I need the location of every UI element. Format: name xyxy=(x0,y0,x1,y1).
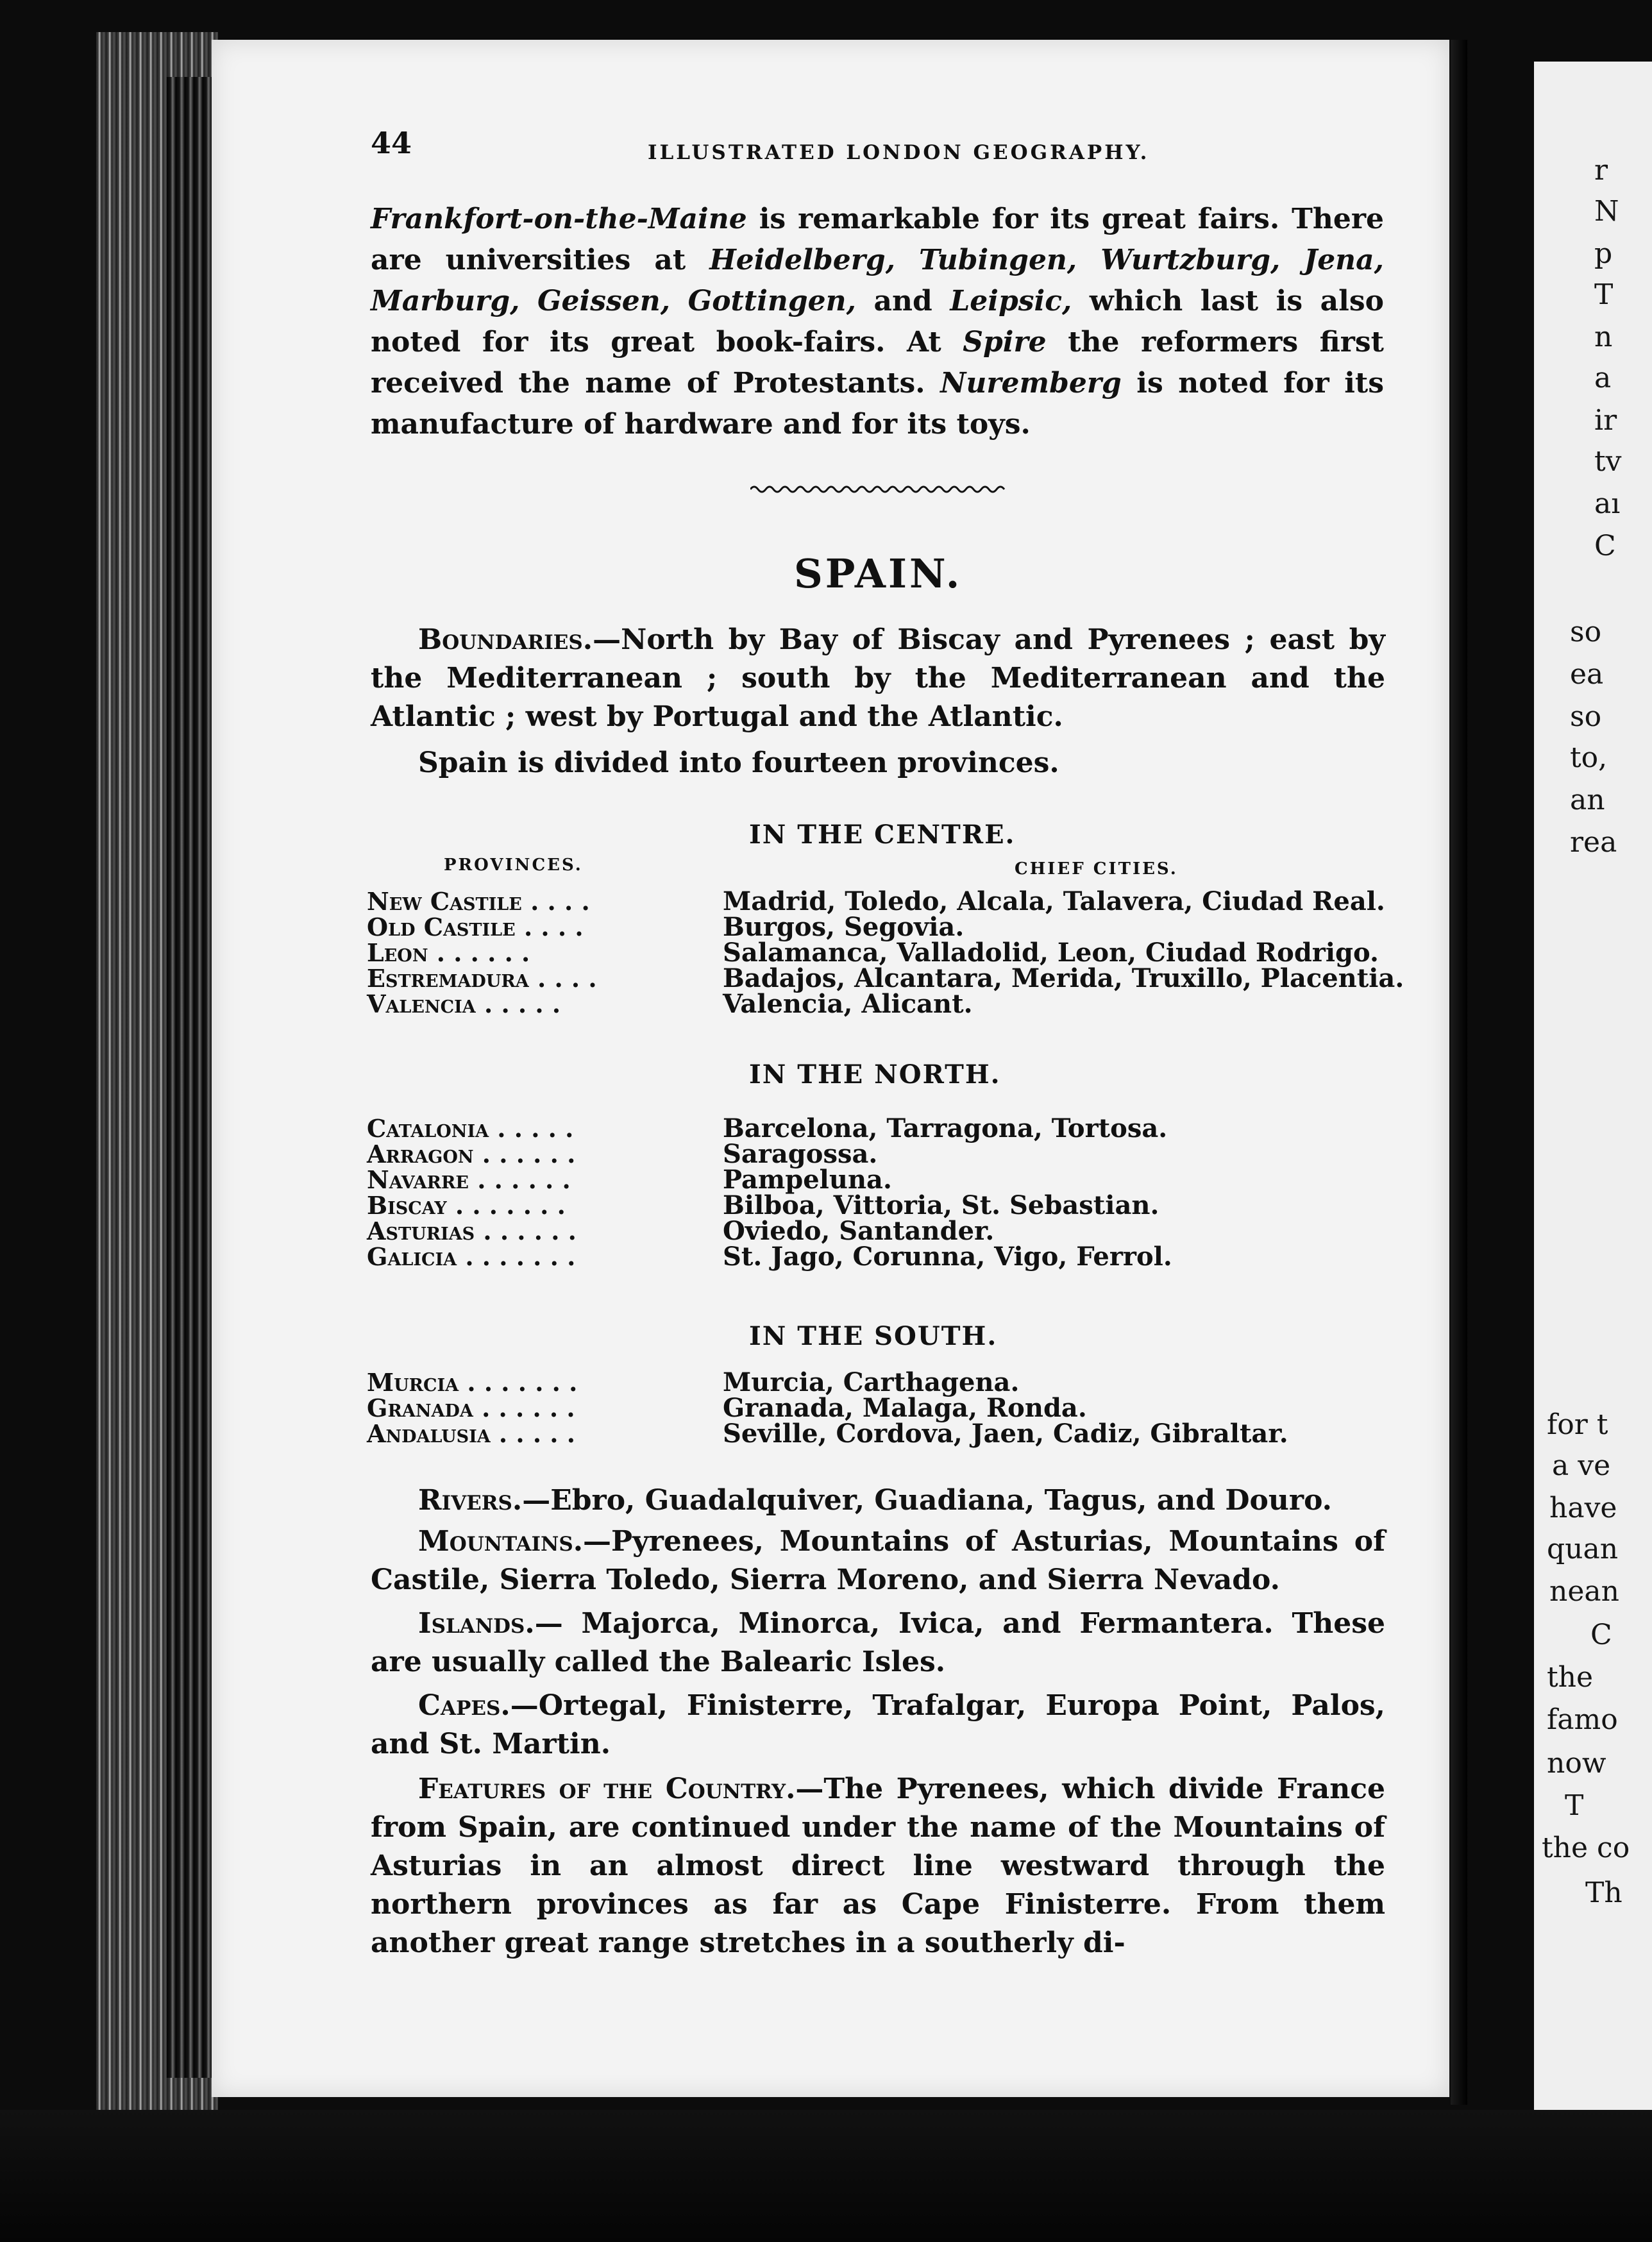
facing-page-text-fragment: the xyxy=(1547,1661,1594,1694)
facing-page-text-fragment: T xyxy=(1565,1789,1584,1822)
intro-text-run: which last is also noted for its great book-fairs. At xyxy=(371,285,1384,358)
facing-page-text-fragment: n xyxy=(1594,321,1613,353)
chief-cities: Saragossa. xyxy=(723,1139,878,1169)
province-name xyxy=(367,990,700,1018)
facing-page-text-fragment: Th xyxy=(1585,1876,1622,1909)
chief-cities: Granada, Malaga, Ronda. xyxy=(723,1393,1087,1423)
page-gutter-shadow xyxy=(1451,40,1467,2105)
chief-cities: Oviedo, Santander. xyxy=(723,1216,995,1246)
boundaries-paragraph xyxy=(371,621,1385,736)
rivers-label: Rivers. xyxy=(418,1484,523,1517)
facing-page-text-fragment: ir xyxy=(1594,404,1617,437)
province-name xyxy=(367,1419,700,1448)
features-paragraph xyxy=(371,1770,1385,1962)
province-label: Granada xyxy=(367,1394,473,1422)
scan-bottom-border xyxy=(0,2110,1652,2242)
intro-text-run: is remarkable for its great fairs. There are universities at xyxy=(371,203,1384,276)
leader-dots: . . . . xyxy=(528,964,597,993)
running-title: ILLUSTRATED LONDON GEOGRAPHY. xyxy=(648,141,1150,164)
facing-page-text-fragment: N xyxy=(1594,195,1619,228)
chief-cities: Valencia, Alicant. xyxy=(723,989,973,1019)
italic-place-name: Nuremberg xyxy=(940,367,1122,400)
mountains-text: —Pyrenees, Mountains of Asturias, Mountains of Castile, Sierra Toledo, Sierra Moreno, and Sierra Nevado. xyxy=(371,1525,1385,1596)
facing-page-text-fragment: an xyxy=(1570,784,1605,816)
province-label: Murcia xyxy=(367,1368,459,1397)
mountains-paragraph xyxy=(371,1522,1385,1599)
leader-dots: . . . . . xyxy=(475,990,561,1018)
chief-cities: Madrid, Toledo, Alcala, Talavera, Ciudad Real. xyxy=(723,886,1385,916)
leader-dots: . . . . . . xyxy=(473,1394,575,1422)
islands-paragraph xyxy=(371,1605,1385,1682)
facing-page-text-fragment: C xyxy=(1594,530,1616,562)
leader-dots: . . . . . . xyxy=(475,1217,577,1245)
features-text: —The Pyrenees, which divide France from Spain, are continued under the name of the Mountains of Asturias in an almost direct line westward through the northern provinces as far as Cape Finisterre. From them another great range stretches in a southerly di- xyxy=(371,1773,1385,1959)
facing-page-fragment xyxy=(1534,62,1652,2142)
leader-dots: . . . . . . . xyxy=(446,1191,566,1220)
facing-page-text-fragment: to, xyxy=(1570,741,1608,774)
page-number: 44 xyxy=(371,126,412,160)
intro-text-run: and xyxy=(856,285,950,317)
province-row xyxy=(367,1242,1172,1272)
column-header-provinces: PROVINCES. xyxy=(444,856,583,875)
intro-text-run: is noted for its manufacture of hardware and for its toys. xyxy=(371,367,1385,441)
rivers-paragraph xyxy=(371,1481,1385,1520)
facing-page-text-fragment: ea xyxy=(1570,658,1604,691)
facing-page-text-fragment: now xyxy=(1547,1747,1606,1780)
capes-paragraph xyxy=(371,1687,1385,1764)
leader-dots: . . . . xyxy=(515,913,584,941)
chief-cities: Burgos, Segovia. xyxy=(723,912,965,942)
leader-dots: . . . . . . xyxy=(468,1165,571,1194)
facing-page-text-fragment: C xyxy=(1590,1619,1612,1651)
facing-page-text-fragment: so xyxy=(1570,700,1602,733)
province-label: Navarre xyxy=(367,1165,469,1194)
facing-page-text-fragment: nean xyxy=(1549,1575,1619,1608)
province-label: Asturias xyxy=(367,1217,475,1245)
capes-label: Capes. xyxy=(418,1689,510,1722)
islands-text: — Majorca, Minorca, Ivica, and Fermantera. These are usually called the Balearic Isles. xyxy=(371,1607,1385,1678)
intro-text-run: the reformers first received the name of Protestants. xyxy=(371,326,1384,400)
division-text: Spain is divided into fourteen provinces. xyxy=(418,746,1059,779)
facing-page-text-fragment: famo xyxy=(1547,1703,1618,1736)
facing-page-text-fragment: aı xyxy=(1594,487,1621,520)
facing-page-text-fragment: the co xyxy=(1542,1832,1630,1864)
province-label: Valencia xyxy=(367,990,476,1018)
italic-place-name: Heidelberg, Tubingen, Wurtzburg, Jena, Marburg, Geissen, Gottingen, xyxy=(371,244,1384,317)
column-header-chief-cities: CHIEF CITIES. xyxy=(1015,859,1178,879)
chief-cities: Bilboa, Vittoria, St. Sebastian. xyxy=(723,1190,1159,1220)
chief-cities: Barcelona, Tarragona, Tortosa. xyxy=(723,1113,1168,1143)
province-label: Arragon xyxy=(367,1140,474,1168)
leader-dots: . . . . . . . xyxy=(457,1242,576,1271)
province-label: Catalonia xyxy=(367,1114,489,1143)
facing-page-text-fragment: a ve xyxy=(1552,1449,1611,1482)
intro-paragraph xyxy=(371,199,1384,445)
region-heading: IN THE CENTRE. xyxy=(749,820,1016,850)
facing-page-text-fragment: r xyxy=(1594,154,1608,187)
italic-place-name: Leipsic, xyxy=(950,285,1072,317)
boundaries-label: Boundaries. xyxy=(418,623,593,656)
wavy-divider-ornament xyxy=(750,480,1007,499)
mountains-label: Mountains. xyxy=(418,1525,584,1558)
province-label: Estremadura xyxy=(367,964,529,993)
province-label: Biscay xyxy=(367,1191,447,1220)
book-spine-shadow xyxy=(167,77,212,2078)
chief-cities: Pampeluna. xyxy=(723,1165,892,1195)
italic-place-name: Spire xyxy=(963,326,1047,358)
province-name xyxy=(367,1242,700,1271)
region-heading: IN THE NORTH. xyxy=(749,1059,1001,1090)
province-row xyxy=(367,1419,1288,1449)
chief-cities: Murcia, Carthagena. xyxy=(723,1367,1020,1397)
region-heading: IN THE SOUTH. xyxy=(749,1321,998,1351)
leader-dots: . . . . . . . xyxy=(459,1368,578,1397)
leader-dots: . . . . . xyxy=(490,1419,575,1448)
facing-page-text-fragment: p xyxy=(1594,237,1613,270)
leader-dots: . . . . xyxy=(521,887,590,916)
facing-page-text-fragment: tv xyxy=(1594,445,1622,478)
rivers-text: —Ebro, Guadalquiver, Guadiana, Tagus, and Douro. xyxy=(522,1484,1332,1517)
province-label: Andalusia xyxy=(367,1419,491,1448)
facing-page-text-fragment: have xyxy=(1549,1492,1617,1524)
italic-place-name: Frankfort-on-the-Maine xyxy=(371,203,747,235)
facing-page-text-fragment: rea xyxy=(1570,826,1617,859)
chief-cities: Salamanca, Valladolid, Leon, Ciudad Rodrigo. xyxy=(723,938,1379,968)
islands-label: Islands. xyxy=(418,1607,535,1640)
leader-dots: . . . . . xyxy=(489,1114,574,1143)
facing-page-text-fragment: for t xyxy=(1547,1408,1608,1441)
facing-page-text-fragment: a xyxy=(1594,362,1612,394)
province-label: New Castile xyxy=(367,887,522,916)
chief-cities: St. Jago, Corunna, Vigo, Ferrol. xyxy=(723,1242,1172,1272)
boundaries-text: —North by Bay of Biscay and Pyrenees ; east by the Mediterranean ; south by the Mediterranean and the Atlantic ; west by Portugal and the Atlantic. xyxy=(371,623,1385,733)
leader-dots: . . . . . . xyxy=(473,1140,576,1168)
province-label: Leon xyxy=(367,938,428,967)
chief-cities: Seville, Cordova, Jaen, Cadiz, Gibraltar. xyxy=(723,1419,1288,1449)
province-row xyxy=(367,989,973,1019)
province-label: Old Castile xyxy=(367,913,516,941)
chief-cities: Badajos, Alcantara, Merida, Truxillo, Placentia. xyxy=(723,963,1404,993)
features-label: Features of the Country. xyxy=(418,1773,796,1805)
leader-dots: . . . . . . xyxy=(428,938,530,967)
facing-page-text-fragment: T xyxy=(1594,278,1614,311)
facing-page-text-fragment: quan xyxy=(1547,1533,1619,1565)
facing-page-text-fragment: so xyxy=(1570,616,1602,648)
section-title: SPAIN. xyxy=(794,550,963,597)
capes-text: —Ortegal, Finisterre, Trafalgar, Europa Point, Palos, and St. Martin. xyxy=(371,1689,1385,1760)
province-label: Galicia xyxy=(367,1242,457,1271)
